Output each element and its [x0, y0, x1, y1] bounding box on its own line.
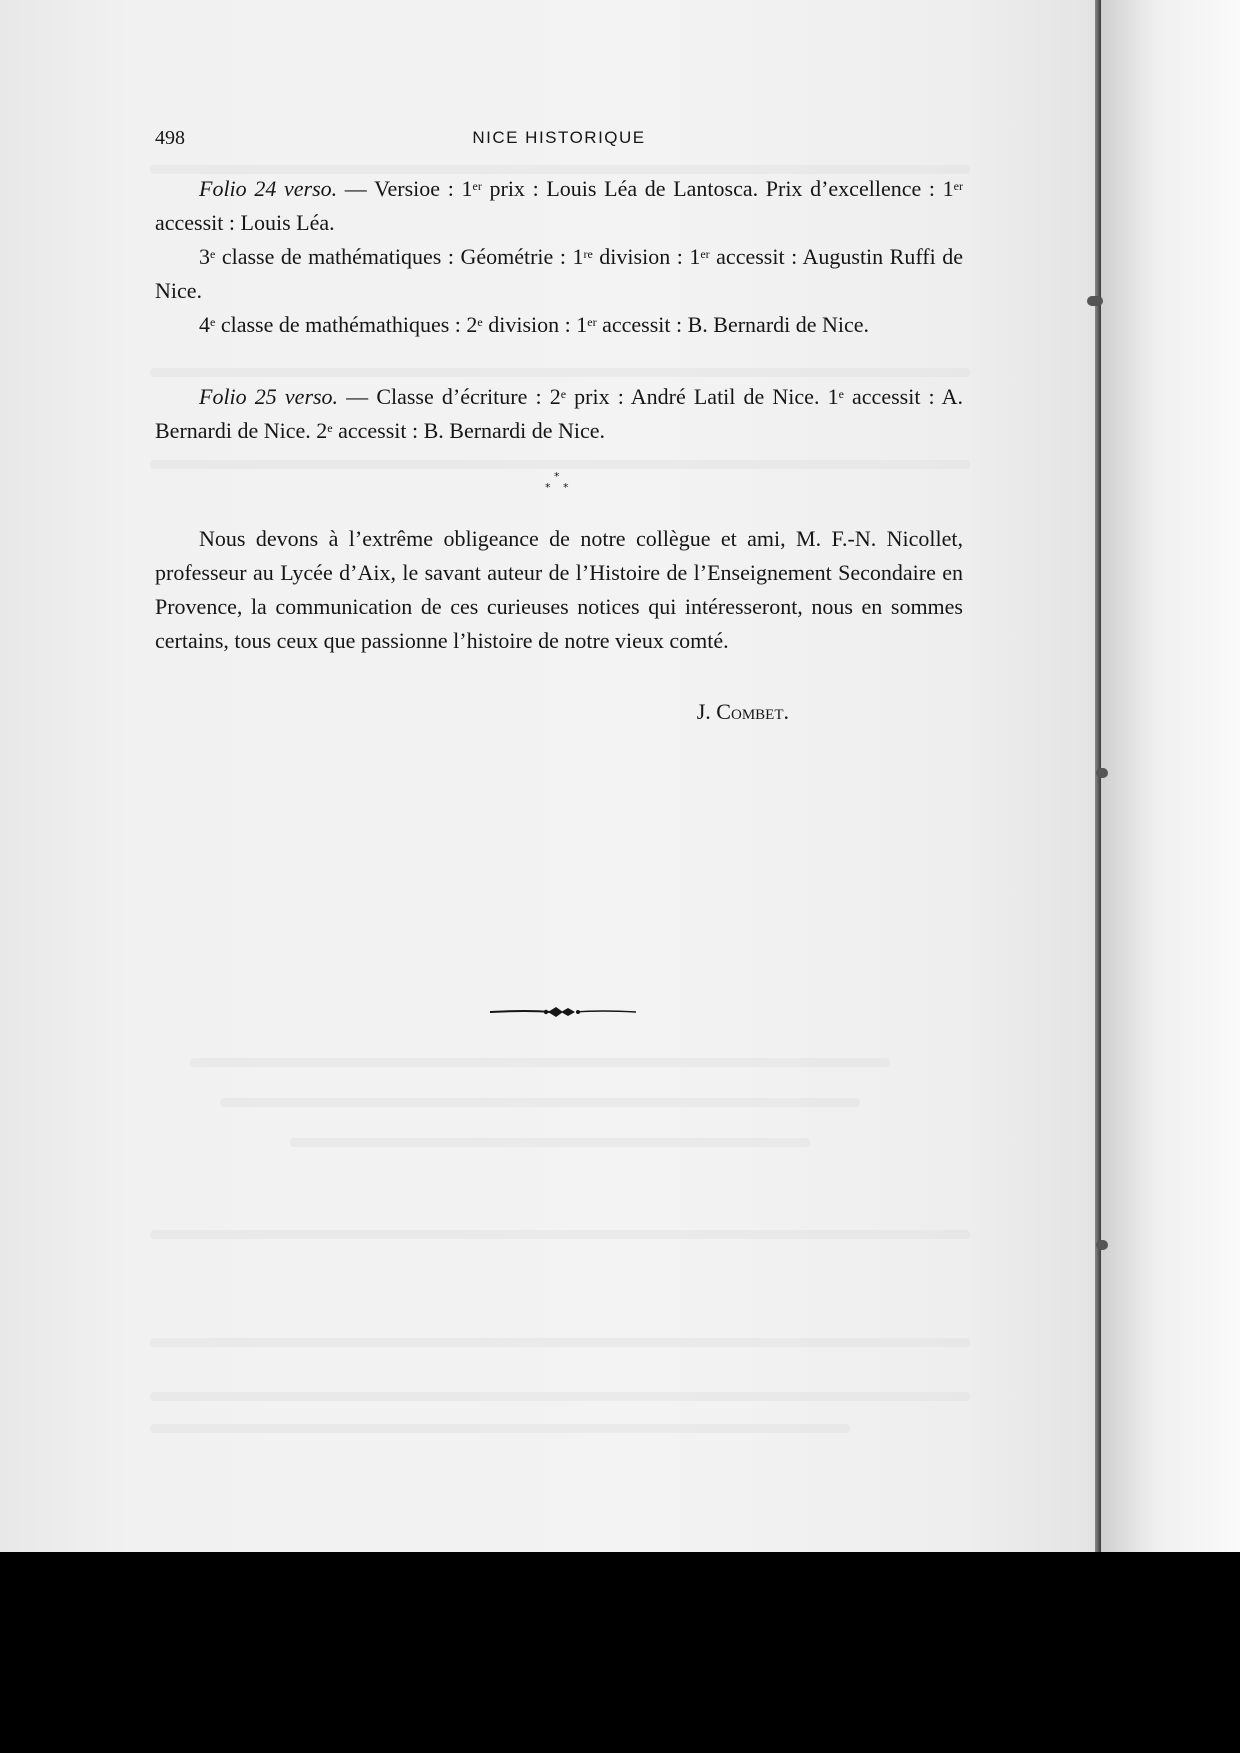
- author-signature: J. Combet.: [696, 699, 789, 724]
- entry-geometrie: 3e classe de mathématiques : Géométrie : 1re division : 1er accessit : Augustin Ruffi de Nice.: [155, 244, 963, 303]
- fleuron-rule-ornament-icon: [488, 1001, 638, 1023]
- running-head: NICE HISTORIQUE: [472, 128, 646, 147]
- show-through-line: [150, 1338, 970, 1347]
- closing-note: [155, 522, 963, 658]
- show-through-line: [290, 1138, 810, 1147]
- show-through-line: [150, 368, 970, 377]
- asterism-star: *: [563, 481, 569, 494]
- prize-list-folio-25: [155, 380, 963, 448]
- entry-folio-25: Folio 25 verso. — Classe d’écriture : 2e prix : André Latil de Nice. 1e accessit : A. Bernardi de Nice. 2e accessit : B. Bernardi de Nice.: [155, 384, 963, 443]
- prize-list: [155, 172, 963, 342]
- binding-mark: [1096, 768, 1108, 778]
- page-number: 498: [155, 127, 185, 149]
- entry-mathematiques-4e: 4e classe de mathémathiques : 2e division : 1er accessit : B. Bernardi de Nice.: [199, 312, 870, 337]
- show-through-line: [190, 1058, 890, 1067]
- asterism-star: *: [545, 481, 551, 494]
- show-through-line: [150, 1424, 850, 1433]
- binding-mark: [1096, 1240, 1108, 1250]
- show-through-line: [220, 1098, 860, 1107]
- asterism-divider: [520, 468, 598, 498]
- entry-folio-24: Folio 24 verso. — Versioe : 1er prix : Louis Léa de Lantosca. Prix d’excellence : 1er accessit : Louis Léa.: [155, 176, 963, 235]
- page-header: [155, 127, 963, 155]
- entry-lead: Folio 24 verso.: [199, 176, 338, 201]
- facing-page-edge: [1101, 0, 1240, 1552]
- asterism-star: *: [554, 470, 560, 483]
- show-through-line: [150, 1392, 970, 1401]
- entry-lead: Folio 25 verso.: [199, 384, 339, 409]
- show-through-line: [150, 1230, 970, 1239]
- closing-paragraph: Nous devons à l’extrême obligeance de notre collègue et ami, M. F.-N. Nicollet, professeur au Lycée d’Aix, le savant auteur de l’Histoire de l’Enseignement Secondaire en Provence, la communication de ces curieuses notices qui intéresseront, nous en sommes certains, tous ceux que passionne l’histoire de notre vieux comté.: [155, 526, 963, 653]
- binding-mark: [1087, 296, 1103, 306]
